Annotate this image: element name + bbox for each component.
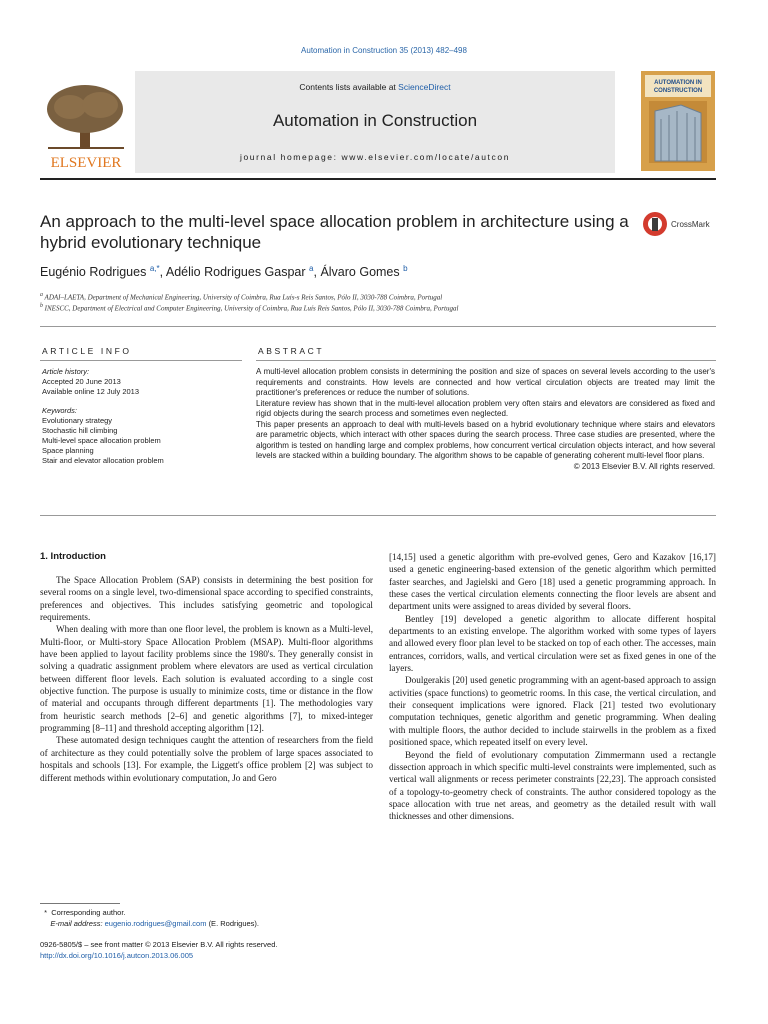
corresponding-author-label: Corresponding author. [51,908,126,917]
keywords-label: Keywords: [42,406,78,415]
history-label: Article history: [42,367,90,376]
journal-banner [40,71,620,174]
author-affiliation-mark[interactable]: a,* [149,264,160,273]
body-paragraph: Beyond the field of evolutionary computation Zimmermann used a rectangle dissection approach in which specific multi-level constraints were implemented, such as vertical wall alignments or recess perimeter constraints [22,23]. The approach consisted of a topology-to-geometry check of constraints. The author considered topology as the space allocation with true net areas, and geometry as the detailed result with wall thicknesses and other dimensions. [389,749,716,822]
crossmark-icon [641,209,721,239]
divider [256,360,716,361]
accepted-date: Accepted 20 June 2013 [42,377,121,386]
author-name[interactable]: Álvaro Gomes [320,265,400,280]
journal-homepage: journal homepage: www.elsevier.com/locate/autcon [239,152,511,162]
divider [40,360,242,361]
keyword: Stair and elevator allocation problem [42,456,164,465]
crossmark-button[interactable] [641,209,721,239]
sciencedirect-link[interactable]: ScienceDirect [398,82,451,92]
body-paragraph: [14,15] used a genetic algorithm with pre-evolved genes, Gero and Kazakov [16,17] used a genetic engineering-based extension of the genetic algorithm which permitted faster searches, and Jagielski and Gero [18] used a genetic programming approach. In these cases the vertical circulation elements connecting the floor levels are absent and department units were assigned to areas divided by several floors. [389,552,716,612]
journal-name: Automation in Construction [272,111,478,130]
affiliation: $^a$ ADAI–LAETA, Department of Mechanical Engineering, University of Coimbra, Rua Luís-s Reis Santos, Pólo II, 3030-788 Coimbra, Portugal [40,292,443,302]
author-affiliation-mark[interactable]: a [309,264,314,273]
svg-text:ELSEVIER: ELSEVIER [50,155,122,171]
divider [40,326,716,327]
body-column-right [389,551,716,823]
affiliation: $^b$ INESCC, Department of Electrical and Computer Engineering, University of Coimbra, Rua Luís Reis Santos, Pólo II, 3030-788 Coimbra, Portugal [40,303,459,313]
keyword: Space planning [42,446,94,455]
header-rule [40,178,716,180]
elsevier-logo[interactable] [40,81,132,173]
journal-cover-image [641,71,715,171]
footnote: * Corresponding author. E-mail address: eugenio.rodrigues@gmail.com (E. Rodrigues). [44,908,259,928]
body-paragraph: The Space Allocation Problem (SAP) consists in determining the best position for several rooms on a single level, two-dimensional space according to specified constraints, preferences and objectives. This includes satisfying geometric and topological requirements. [40,575,373,623]
article-info-heading: ARTICLE INFO [42,346,132,356]
author-name[interactable]: Adélio Rodrigues Gaspar [165,265,306,280]
homepage-link[interactable]: www.elsevier.com/locate/autcon [341,152,511,162]
author-name[interactable]: Eugénio Rodrigues [40,265,147,280]
footnote-rule [40,903,120,904]
abstract-paragraph: This paper presents an approach to deal with multi-levels based on a hybrid evolutionary technique where stairs and elevators are parametric objects, which interact with other spaces during the search process. Three case studies are presented, where the algorithm is tested on handling large and complex problems, how concurrent vertical circulation objects interact, and how several levels are stacked within a building boundary. The algorithm shows to be capable of generating coherent multi-level floor plans. [256,419,715,460]
body-paragraph: Bentley [19] developed a genetic algorithm to allocate different hospital departments to an existing envelope. The algorithm worked with some types of layers and allowed every floor plan level to be stacked on top of each other. The accesses, main entrances, corridors, walls, and vertical circulation were set as fixed genes in one of the layers. [389,613,716,674]
journal-header-box [135,71,615,173]
author-list: Eugénio Rodrigues $^{a,*}$, Adélio Rodrigues Gaspar $^a$, Álvaro Gomes $^b$ [40,264,408,280]
email-link[interactable]: eugenio.rodrigues@gmail.com [104,919,207,928]
journal-cover [641,71,715,171]
body-paragraph: These automated design techniques caught the attention of researchers from the field of architecture as they could potentially solve the problem of large spaces associated to hospitals and schools [13]. For example, the Liggett's office problem [2] was subject to different methods within evolutionary computation, Jo and Gero [40,735,373,783]
elsevier-tree-icon [40,81,132,173]
abstract-paragraph: Literature review has shown that in the multi-level allocation problem very often stairs and elevators are considered as fixed and rigid objects during the search process and sometimes even neglected. [256,398,715,418]
journal-citation[interactable]: Automation in Construction 35 (2013) 482–498 [301,46,467,55]
section-heading: 1. Introduction [40,551,106,562]
keyword: Evolutionary strategy [42,416,113,425]
doi-link[interactable]: http://dx.doi.org/10.1016/j.autcon.2013.06.005 [40,951,194,960]
article-info [42,367,242,466]
copyright: © 2013 Elsevier B.V. All rights reserved. [573,461,715,471]
abstract-heading: ABSTRACT [258,346,325,356]
body-column-left [40,574,373,784]
body-paragraph: When dealing with more than one floor level, the problem is known as a Multi-level, Multi-floor, or Multi-story Space Allocation Problem (MSAP). Multi-floor algorithms have been applied to layout facility problems since the 1980's. They generally consist in solving a quadratic assignment problem where elevators are used as vertical circulation between different floor levels. Each solution is evaluated according to a single cost objective function. The purpose is usually to minimize costs, time or distance in the flow of material and occupants through different departments [1]. The methodologies vary from heuristic search methods [2–6] and genetic algorithms [7], to mixed-integer programming [8–11] and threshold accepting algorithm [12]. [40,624,373,734]
keyword: Stochastic hill climbing [42,426,118,435]
svg-text:AUTOMATION IN: AUTOMATION IN [654,80,702,86]
author-affiliation-mark[interactable]: b [403,264,408,273]
issn-block [40,939,380,961]
abstract-text [256,367,715,472]
online-date: Available online 12 July 2013 [42,387,140,396]
contents-line: Contents lists available at ScienceDirect [299,82,451,92]
article-title: An approach to the multi-level space allocation problem in architecture using a hybrid evolutionary technique [40,212,629,252]
abstract-paragraph: A multi-level allocation problem consists in determining the position and size of spaces on several levels according to the user's requirements and constraints. How levels are connected and how vertical circulation objects are treated may limit the practitioner's preferences or reduce the number of solutions. [256,367,715,397]
svg-text:CONSTRUCTION: CONSTRUCTION [653,88,703,94]
body-paragraph: Doulgerakis [20] used genetic programming with an agent-based approach to assign activities (space functions) to geometric rooms. In this case, the vertical circulation, and their consequent implications were ignored. Flack [21] tested two evolutionary computation techniques, genetic algorithm and genetic programming. When dealing with multiple floors, the author decided to include stairwells in the problem as a fixed positioned space, which repeated itself on every level. [389,675,716,748]
issn-line: 0926-5805/$ – see front matter © 2013 Elsevier B.V. All rights reserved. [40,940,278,949]
svg-text:CrossMark: CrossMark [671,220,710,229]
keyword: Multi-level space allocation problem [42,436,161,445]
divider [40,515,716,516]
